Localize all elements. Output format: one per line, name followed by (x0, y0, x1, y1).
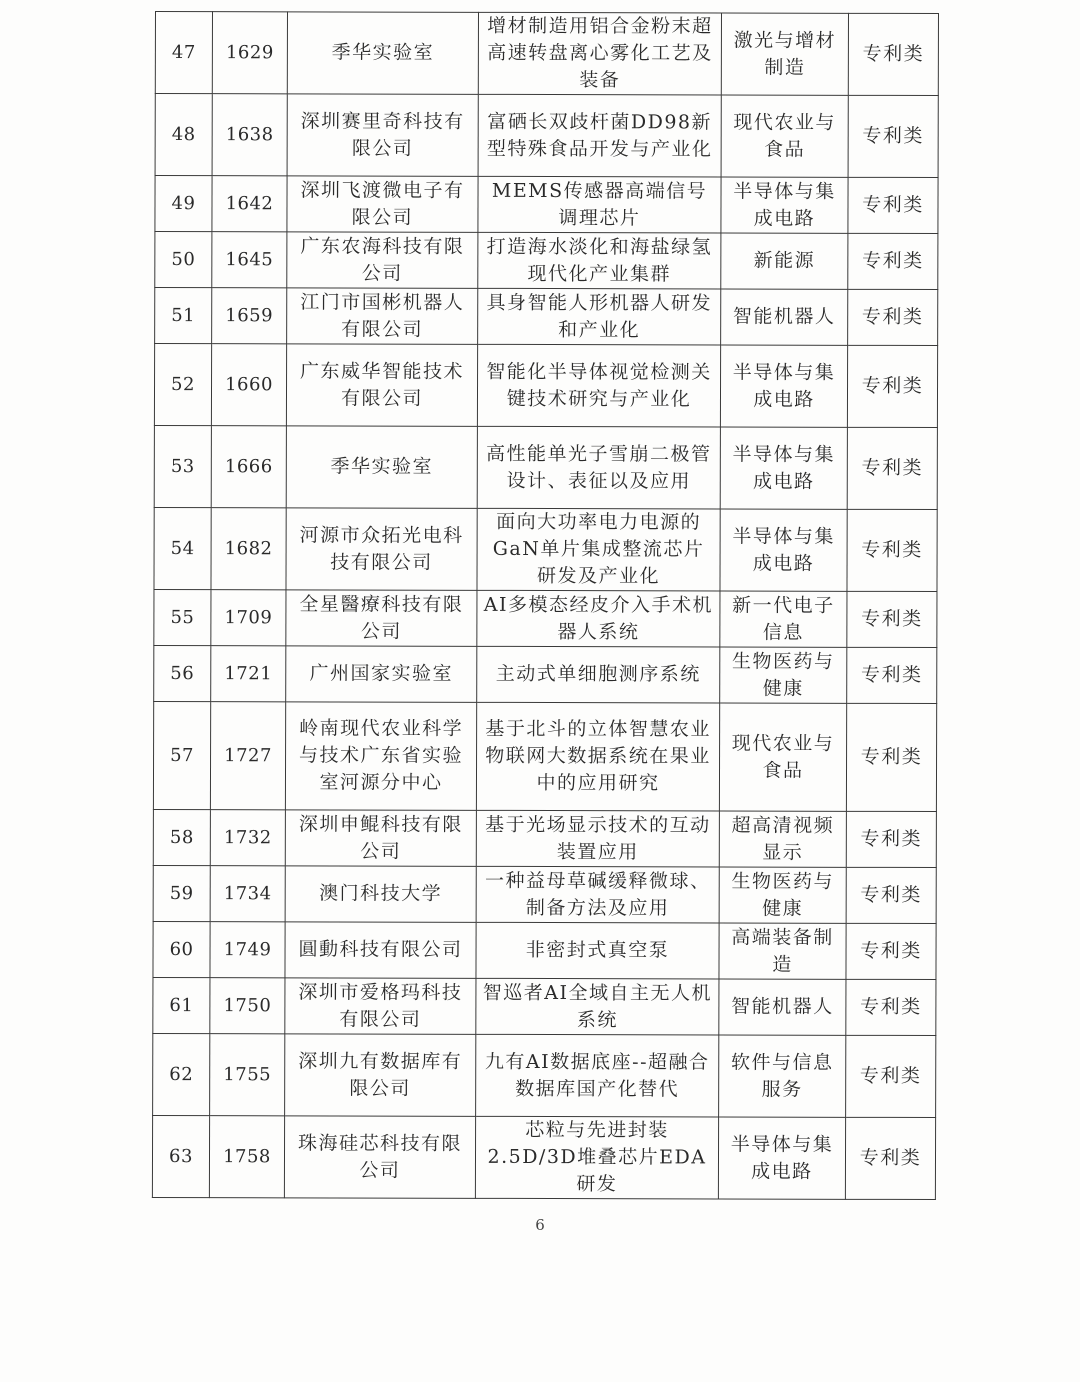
cell-type: 专利类 (846, 979, 936, 1035)
cell-id: 1659 (212, 288, 287, 344)
cell-field: 软件与信息服务 (719, 1035, 846, 1117)
cell-seq: 53 (154, 425, 211, 507)
cell-seq: 47 (155, 12, 212, 94)
cell-seq: 56 (154, 645, 211, 701)
table-row (155, 94, 938, 178)
cell-organization: 深圳赛里奇科技有限公司 (287, 94, 478, 176)
cell-project: AI多模态经皮介入手术机器人系统 (477, 590, 720, 647)
cell-field: 智能机器人 (719, 979, 846, 1035)
cell-id: 1709 (211, 590, 286, 646)
cell-field: 半导体与集成电路 (718, 1117, 845, 1199)
cell-seq: 54 (154, 507, 211, 589)
cell-type: 专利类 (847, 591, 937, 647)
table-row (155, 288, 938, 346)
cell-organization: 季华实验室 (286, 426, 477, 508)
cell-id: 1660 (211, 344, 286, 426)
table-row (154, 645, 937, 703)
cell-field: 生物医药与健康 (719, 867, 846, 923)
cell-seq: 60 (153, 921, 210, 977)
cell-project: 富硒长双歧杆菌DD98新型特殊食品开发与产业化 (478, 94, 721, 177)
cell-organization: 江门市国彬机器人有限公司 (287, 288, 478, 344)
table-row (153, 921, 936, 979)
table-row (155, 232, 938, 290)
cell-type: 专利类 (848, 233, 938, 289)
cell-type: 专利类 (848, 13, 938, 95)
cell-organization: 岭南现代农业科学与技术广东省实验室河源分中心 (285, 702, 476, 810)
cell-project: 智巡者AI全域自主无人机系统 (476, 978, 719, 1035)
cell-seq: 49 (155, 176, 212, 232)
cell-seq: 48 (155, 94, 212, 176)
cell-field: 现代农业与食品 (721, 95, 848, 177)
cell-id: 1750 (210, 978, 285, 1034)
cell-seq: 63 (152, 1115, 209, 1197)
table-row (153, 865, 936, 923)
cell-field: 生物医药与健康 (720, 647, 847, 703)
table-row (155, 12, 938, 96)
cell-id: 1638 (212, 94, 287, 176)
cell-seq: 58 (153, 809, 210, 865)
cell-id: 1755 (210, 1034, 285, 1116)
cell-type: 专利类 (847, 345, 937, 427)
cell-seq: 50 (155, 232, 212, 288)
cell-project: 一种益母草碱缓释微球、制备方法及应用 (476, 866, 719, 923)
cell-organization: 深圳飞渡微电子有限公司 (287, 176, 478, 232)
cell-id: 1734 (210, 866, 285, 922)
cell-type: 专利类 (846, 923, 936, 979)
cell-id: 1666 (211, 426, 286, 508)
cell-id: 1721 (211, 646, 286, 702)
cell-seq: 59 (153, 865, 210, 921)
cell-organization: 深圳市爱格玛科技有限公司 (285, 978, 476, 1034)
cell-organization: 广州国家实验室 (286, 646, 477, 702)
table-row (153, 701, 936, 811)
cell-project: 高性能单光子雪崩二极管设计、表征以及应用 (477, 426, 720, 509)
cell-type: 专利类 (848, 289, 938, 345)
cell-project: 九有AI数据底座--超融合数据库国产化替代 (476, 1034, 719, 1117)
cell-project: 主动式单细胞测序系统 (477, 646, 720, 703)
cell-organization: 深圳申鲲科技有限公司 (285, 810, 476, 866)
cell-field: 现代农业与食品 (719, 703, 846, 811)
table-row (153, 977, 936, 1035)
cell-id: 1682 (211, 508, 286, 590)
cell-type: 专利类 (848, 177, 938, 233)
cell-organization: 广东威华智能技术有限公司 (286, 344, 477, 426)
cell-project: 基于北斗的立体智慧农业物联网大数据系统在果业中的应用研究 (476, 702, 719, 811)
table-row (154, 589, 937, 647)
project-table (152, 11, 939, 1200)
cell-type: 专利类 (846, 867, 936, 923)
table-row (155, 176, 938, 234)
table-row (153, 1033, 936, 1117)
cell-project: MEMS传感器高端信号调理芯片 (478, 176, 721, 233)
cell-project: 面向大功率电力电源的GaN单片集成整流芯片研发及产业化 (477, 508, 720, 591)
cell-id: 1645 (212, 232, 287, 288)
cell-type: 专利类 (847, 427, 937, 509)
cell-id: 1642 (212, 176, 287, 232)
cell-project: 非密封式真空泵 (476, 922, 719, 979)
cell-field: 半导体与集成电路 (721, 177, 848, 233)
cell-field: 新一代电子信息 (720, 591, 847, 647)
cell-project: 芯粒与先进封装2.5D/3D堆叠芯片EDA研发 (475, 1116, 718, 1199)
cell-seq: 52 (154, 344, 211, 426)
cell-organization: 全星醫療科技有限公司 (286, 590, 477, 646)
table-row (154, 507, 937, 591)
cell-type: 专利类 (848, 95, 938, 177)
cell-project: 基于光场显示技术的互动装置应用 (476, 810, 719, 867)
cell-project: 具身智能人形机器人研发和产业化 (478, 288, 721, 345)
cell-field: 新能源 (721, 233, 848, 289)
cell-seq: 61 (153, 977, 210, 1033)
cell-id: 1629 (212, 12, 287, 94)
cell-id: 1732 (210, 810, 285, 866)
cell-field: 高端装备制造 (719, 923, 846, 979)
cell-field: 智能机器人 (721, 289, 848, 345)
cell-organization: 圓動科技有限公司 (285, 922, 476, 978)
cell-organization: 珠海硅芯科技有限公司 (284, 1116, 475, 1198)
cell-type: 专利类 (846, 703, 936, 811)
table-row (154, 344, 937, 428)
cell-type: 专利类 (847, 509, 937, 591)
cell-type: 专利类 (845, 1117, 935, 1199)
cell-id: 1727 (210, 702, 285, 810)
cell-seq: 55 (154, 589, 211, 645)
cell-project: 增材制造用铝合金粉末超高速转盘离心雾化工艺及装备 (478, 12, 721, 95)
cell-field: 半导体与集成电路 (720, 509, 847, 591)
cell-project: 智能化半导体视觉检测关键技术研究与产业化 (477, 344, 720, 427)
cell-type: 专利类 (847, 647, 937, 703)
cell-field: 半导体与集成电路 (720, 427, 847, 509)
cell-project: 打造海水淡化和海盐绿氢现代化产业集群 (478, 232, 721, 289)
cell-organization: 广东农海科技有限公司 (287, 232, 478, 288)
table-row (153, 809, 936, 867)
table-row (154, 425, 937, 509)
cell-field: 激光与增材制造 (721, 13, 848, 95)
cell-organization: 季华实验室 (287, 12, 478, 94)
cell-seq: 51 (155, 288, 212, 344)
cell-seq: 62 (153, 1033, 210, 1115)
cell-type: 专利类 (846, 811, 936, 867)
cell-field: 超高清视频显示 (719, 811, 846, 867)
cell-organization: 深圳九有数据库有限公司 (285, 1034, 476, 1116)
cell-id: 1758 (209, 1116, 284, 1198)
cell-id: 1749 (210, 922, 285, 978)
cell-field: 半导体与集成电路 (720, 345, 847, 427)
table-body (152, 12, 938, 1200)
cell-organization: 澳门科技大学 (285, 866, 476, 922)
cell-organization: 河源市众拓光电科技有限公司 (286, 508, 477, 590)
cell-seq: 57 (153, 701, 210, 809)
table-row (152, 1115, 935, 1199)
cell-type: 专利类 (846, 1035, 936, 1117)
page-number: 6 (535, 1216, 545, 1234)
